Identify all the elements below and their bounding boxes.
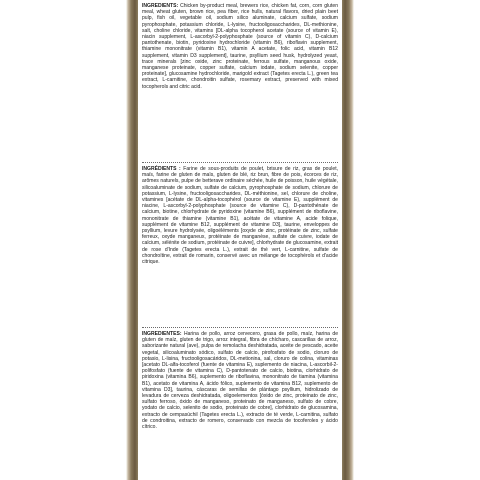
ingredients-french xyxy=(142,166,338,265)
section-divider xyxy=(142,162,338,163)
ingredients-english xyxy=(142,3,338,90)
ingredients-text-en: Chicken by-product meal, brewers rice, chicken fat, corn, corn gluten meal, wheat gluten, brown rice, pea fiber, rice hulls, natural flavors, dried plain beet pulp, fish oil, vegetable oil, sodium silico aluminate, calcium sulfate, sodium pyrophosphate, potassium chloride, L-lysine, fructooligosaccharides, DL-methionine, salt, choline chloride, vitamins [DL-alpha tocopherol acetate (source of vitamin E), niacin supplement, L-ascorbyl-2-polyphosphate (source of vitamin C), D-calcium pantothenate, biotin, pyridoxine hydrochloride (vitamin B6), riboflavin supplement, thiamine mononitrate (vitamin B1), vitamin A acetate, folic acid, vitamin B12 supplement, vitamin D3 supplement], taurine, psyllium seed husk, hydrolyzed yeast, trace minerals [zinc oxide, zinc proteinate, ferrous sulfate, manganous oxide, manganese proteinate, copper sulfate, calcium iodate, sodium selenite, copper proteinate], glucosamine hydrochloride, marigold extract (Tagetes erecta L.), green tea extract, L-carnitine, chondroitin sulfate, rosemary extract, preserved with mixed tocopherols and citric acid. xyxy=(142,3,339,90)
ingredients-heading-en: INGREDIENTS: xyxy=(142,3,179,9)
right-package-border xyxy=(342,0,480,480)
ingredients-heading-fr: INGRÉDIENTS : xyxy=(142,166,181,172)
ingredients-heading-es: INGREDIENTES: xyxy=(142,331,182,337)
ingredients-panel xyxy=(138,0,342,480)
left-package-border xyxy=(0,0,138,480)
ingredients-text-fr: Farine de sous-produits de poulet, brisure de riz, gras de poulet, maïs, farine de gluten de maïs, gluten de blé, riz brun, fibre de pois, écorces de riz, arômes naturels, pulpe de betterave ordinaire séchée, huile de poisson, huile végétale, silicoaluminate de sodium, sulfate de calcium, pyrophosphate de sodium, chlorure de potassium, L-lysine, fructooligosaccharides, DL-méthionine, sel, chlorure de choline, vitamines [acétate de DL-alpha-tocophérol (source de vitamine E), supplément de niacine, L-ascorbyl-2-polyphosphate (source de vitamine C), D-pantothénate de calcium, biotine, chlorhydrate de pyridoxine (vitamine B6), supplément de riboflavine, mononitrate de thiamine (vitamine B1), acétate de vitamine A, acide folique, supplément de vitamine B12, supplément de vitamine D3], taurine, enveloppes de psyllium, levure hydrolysée, oligoéléments [oxyde de zinc, protéinate de zinc, sulfate ferreux, oxyde manganeux, protéinate de manganèse, sulfate de cuivre, iodate de calcium, sélénite de sodium, protéinate de cuivre], chlorhydrate de glucosamine, extrait de rose d'Inde (Tagetes erecta L.), extrait de thé vert, L-carnitine, sulfate de chondroïtine, extrait de romarin, conservé avec un mélange de tocophérols et d'acide citrique. xyxy=(142,166,339,266)
ingredients-text-es: Harina de pollo, arroz cervecero, grasa de pollo, maíz, harina de gluten de maíz, gluten de trigo, arroz integral, fibra de chícharo, cascarillas de arroz, saborizante natural (ave), pulpa de remolacha deshidratada, aceite de pescado, aceite vegetal, silicoaluminato sódico, sulfato de calcio, pirofosfato de sodio, cloruro de potasio, L-lisina, fructooligosacáridos, DL-metionina, sal, cloruro de colina, vitaminas [acetato DL-alfa-tocoferol (fuente de vitamina E), suplemento de niacina, L-ascorbil-2-polifosfato (fuente de vitamina C), D-pantotenato de calcio, biotina, clorhidrato de piridoxina (vitamina B6), suplemento de riboflavina, mononitrato de tiamina (vitamina B1), acetato de vitamina A, ácido fólico, suplemento de vitamina B12, suplemento de vitamina D3], taurina, cáscaras de semillas de plántago psyllium, hidrolizado de levadura de cerveza deshidratada, oligoelementos [óxido de zinc, proteinato de zinc, sulfato ferroso, óxido de manganeso, proteinato de manganeso, sulfato de cobre, yodato de calcio, selenito de sodio, proteinato de cobre], clorhidrato de glucosamina, extracto de cempasúchil (Tagetes erecta L.), extracto de té verde, L-carnitina, sulfato de condroitina, extracto de romero, conservado con mezcla de tocoferoles y ácido cítrico. xyxy=(142,331,338,431)
ingredients-spanish xyxy=(142,331,338,430)
section-divider xyxy=(142,327,338,328)
